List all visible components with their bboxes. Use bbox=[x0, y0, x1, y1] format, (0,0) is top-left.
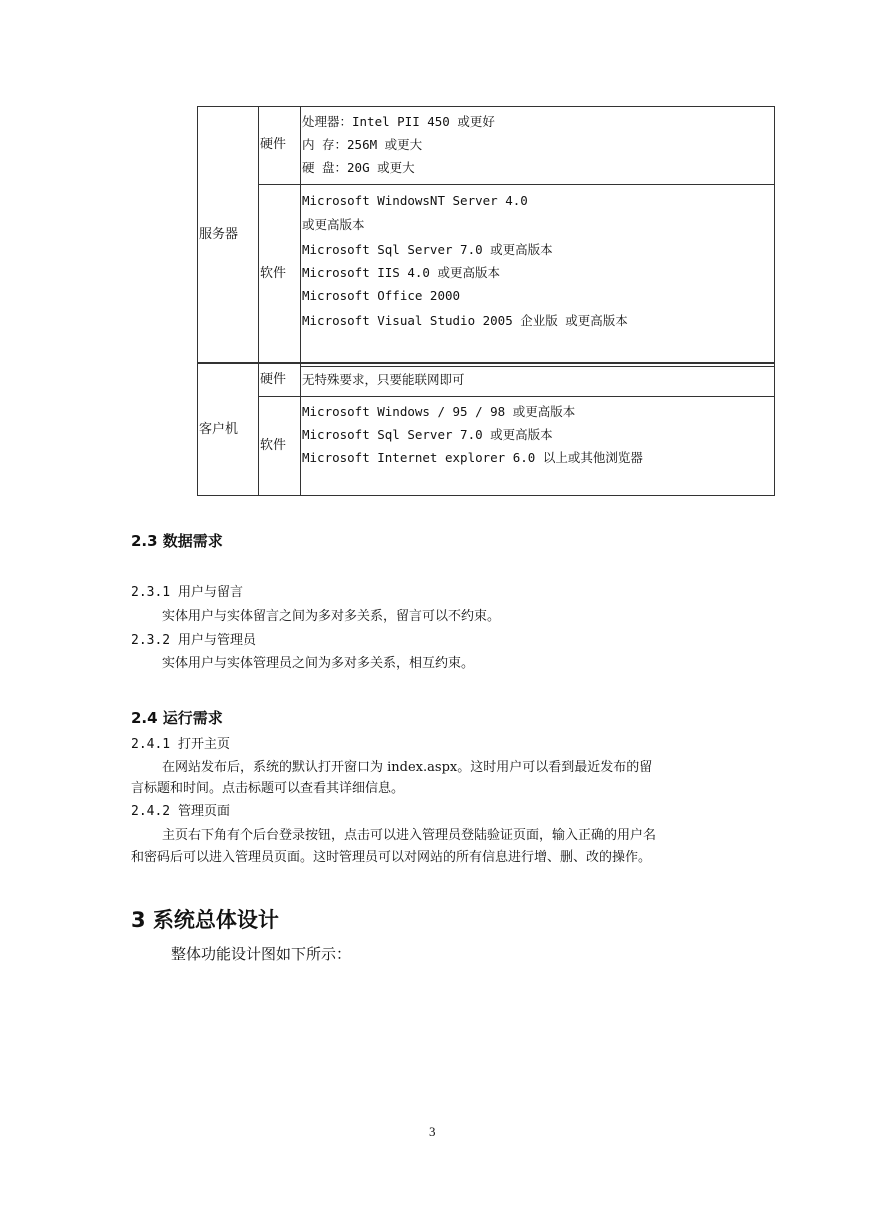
spec-line: 处理器：Intel PII 450 或更好 bbox=[302, 114, 495, 129]
paragraph-2-4-1-line2: 言标题和时间。点击标题可以查看其详细信息。 bbox=[131, 781, 405, 796]
spec-line: Microsoft IIS 4.0 或更高版本 bbox=[302, 265, 500, 280]
section-heading-2-4: 2.4 运行需求 bbox=[131, 709, 223, 727]
client-label: 客户机 bbox=[199, 422, 239, 437]
section-heading-2-3: 2.3 数据需求 bbox=[131, 532, 223, 550]
paragraph-2-3-1: 实体用户与实体留言之间为多对多关系，留言可以不约束。 bbox=[162, 609, 501, 624]
table-divider-client-hw bbox=[258, 396, 775, 397]
subsection-heading-2-4-1: 2.4.1 打开主页 bbox=[131, 737, 230, 752]
subsection-heading-2-3-2: 2.3.2 用户与管理员 bbox=[131, 633, 256, 648]
table-divider-server-hw bbox=[258, 184, 775, 185]
subsection-heading-2-3-1: 2.3.1 用户与留言 bbox=[131, 585, 243, 600]
paragraph-2-4-1-line1: 在网站发布后，系统的默认打开窗口为 index.aspx。这时用户可以看到最近发布的留 bbox=[162, 760, 653, 775]
server-software-specs bbox=[302, 189, 628, 335]
spec-line: Microsoft Sql Server 7.0 或更高版本 bbox=[302, 242, 553, 257]
table-border-left bbox=[197, 106, 198, 496]
server-hardware-label: 硬件 bbox=[260, 137, 287, 152]
table-divider-server-client bbox=[197, 362, 775, 364]
spec-line: 无特殊要求，只要能联网即可 bbox=[302, 372, 465, 387]
spec-line: Microsoft Sql Server 7.0 或更高版本 bbox=[302, 427, 553, 442]
subsection-heading-2-4-2: 2.4.2 管理页面 bbox=[131, 804, 230, 819]
table-border-right bbox=[774, 106, 775, 496]
client-hardware-label: 硬件 bbox=[260, 372, 287, 387]
server-hardware-specs bbox=[302, 110, 495, 179]
section-heading-3: 3 系统总体设计 bbox=[131, 908, 279, 932]
client-hardware-specs bbox=[302, 368, 465, 391]
table-col-divider-2 bbox=[300, 106, 301, 496]
client-software-label: 软件 bbox=[260, 438, 287, 453]
spec-line: Microsoft Internet explorer 6.0 以上或其他浏览器 bbox=[302, 450, 643, 465]
server-software-label: 软件 bbox=[260, 266, 287, 281]
table-border-bottom bbox=[197, 495, 775, 496]
server-label: 服务器 bbox=[199, 227, 239, 242]
page-number: 3 bbox=[429, 1124, 436, 1139]
spec-line: Microsoft Windows / 95 / 98 或更高版本 bbox=[302, 404, 576, 419]
spec-line: 内 存：256M 或更大 bbox=[302, 137, 423, 152]
client-software-specs bbox=[302, 400, 643, 469]
paragraph-2-4-2-line2: 和密码后可以进入管理员页面。这时管理员可以对网站的所有信息进行增、删、改的操作。 bbox=[131, 850, 652, 865]
table-col-divider-1 bbox=[258, 106, 259, 496]
table-divider-thin bbox=[300, 366, 775, 367]
spec-line: Microsoft Office 2000 bbox=[302, 288, 461, 303]
paragraph-2-3-2: 实体用户与实体管理员之间为多对多关系，相互约束。 bbox=[162, 656, 475, 671]
spec-line: Microsoft WindowsNT Server 4.0 bbox=[302, 193, 528, 208]
paragraph-3: 整体功能设计图如下所示： bbox=[171, 945, 352, 963]
paragraph-2-4-2-line1: 主页右下角有个后台登录按钮，点击可以进入管理员登陆验证页面，输入正确的用户名 bbox=[162, 828, 657, 843]
table-border-top bbox=[197, 106, 775, 107]
spec-line: 或更高版本 bbox=[302, 217, 365, 232]
spec-line: Microsoft Visual Studio 2005 企业版 或更高版本 bbox=[302, 313, 628, 328]
spec-line: 硬 盘：20G 或更大 bbox=[302, 160, 415, 175]
